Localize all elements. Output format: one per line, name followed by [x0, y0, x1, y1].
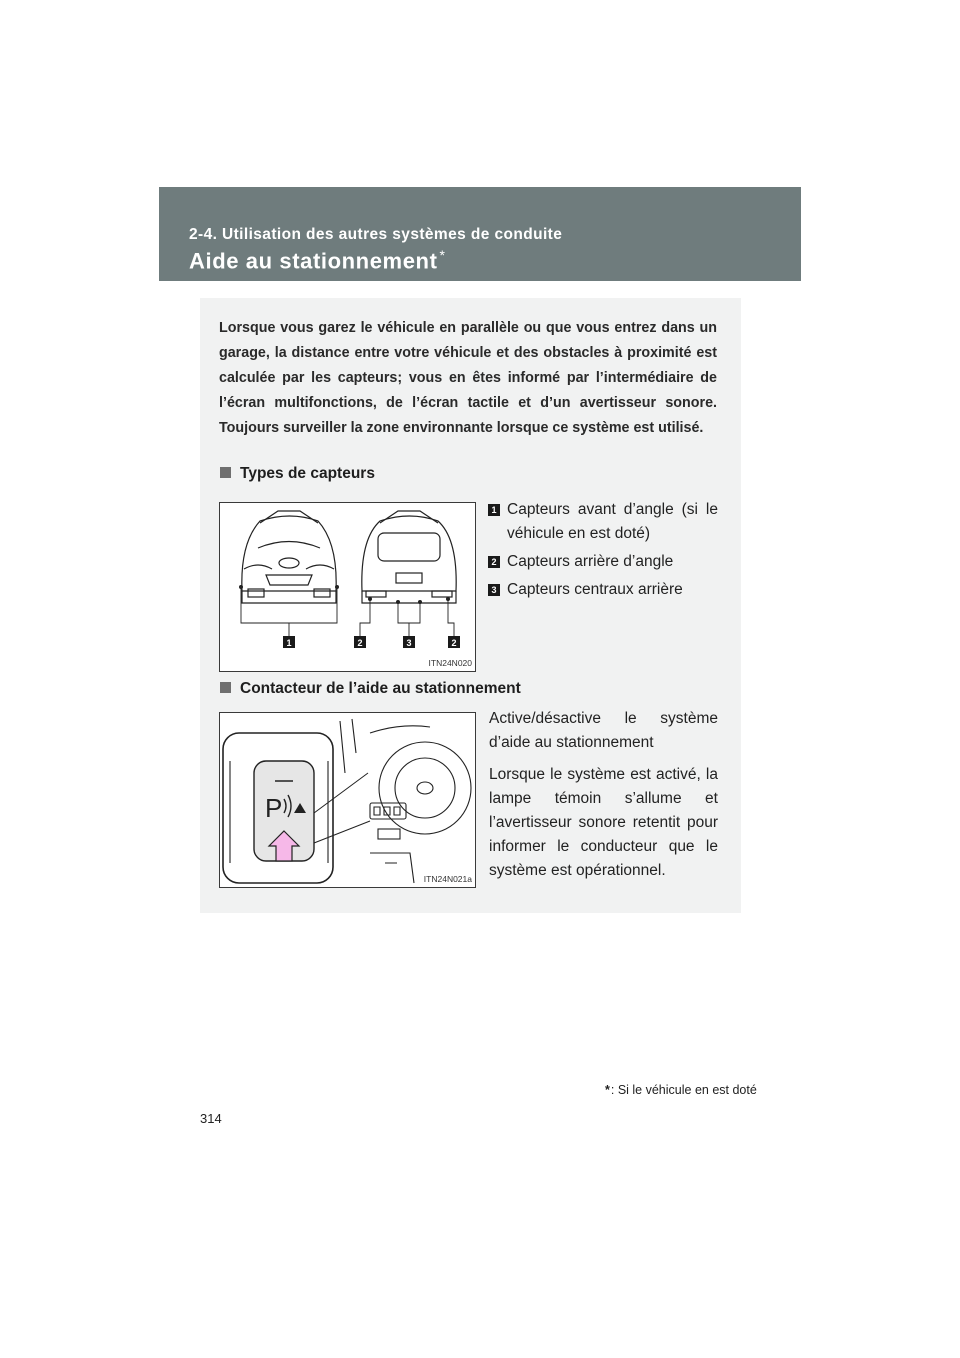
legend-item [488, 578, 718, 602]
car-front-rear-illustration [220, 503, 475, 671]
sensor-types-heading [220, 465, 375, 483]
sensor-diagram [219, 502, 476, 672]
figure-code: ITN24N020 [428, 658, 472, 668]
header-bar [159, 187, 801, 281]
page-title-text: Aide au stationnement [189, 248, 438, 274]
switch-heading-text: Contacteur de l’aide au stationnement [240, 680, 521, 697]
switch-diagram [219, 712, 476, 888]
legend-number-badge: 1 [488, 504, 500, 516]
figure-code: ITN24N021a [423, 874, 472, 884]
section-title: 2-4. Utilisation des autres systèmes de conduite [189, 226, 563, 243]
legend-item-label: Capteurs arrière d’angle [507, 553, 674, 570]
switch-heading [220, 680, 521, 698]
switch-description: Active/désactive le système d’aide au stationnement [489, 710, 718, 751]
sensor-legend [488, 498, 718, 602]
page-number: 314 [200, 1111, 222, 1126]
square-bullet-icon [220, 682, 231, 693]
footnote [605, 1083, 757, 1097]
callout-3: 3 [406, 638, 412, 648]
footnote-text: : Si le véhicule en est doté [610, 1083, 757, 1097]
callout-2-right: 2 [451, 638, 457, 648]
legend-item-label: Capteurs centraux arrière [507, 581, 683, 598]
asterisk-icon: * [605, 1083, 610, 1097]
square-bullet-icon [220, 467, 231, 478]
legend-item-label: Capteurs avant d’angle (si le véhicule en est doté) [507, 501, 718, 542]
page-title [189, 247, 446, 274]
callout-2-left: 2 [357, 638, 363, 648]
asterisk-icon: * [439, 247, 446, 263]
callout-1: 1 [286, 638, 292, 648]
legend-number-badge: 3 [488, 584, 500, 596]
intro-paragraph: Lorsque vous garez le véhicule en parallèle ou que vous entrez dans un garage, la distance entre votre véhicule et des obstacles à proximité est calculée par les capteurs; vous en êtes informé par l’intermédiaire de l’écran multifonctions, de l’écran tactile et d’un avertisseur sonore. Toujours surveiller la zone environnante lorsque ce système est utilisé. [219, 320, 717, 436]
switch-detail: Lorsque le système est activé, la lampe témoin s’allume et l’avertisseur sonore retentit pour informer le conducteur que le système est opérationnel. [489, 766, 718, 879]
parking-symbol: P [265, 793, 283, 823]
dashboard-switch-illustration [220, 713, 475, 887]
sensor-types-heading-text: Types de capteurs [240, 465, 375, 482]
content-box [200, 298, 741, 913]
legend-item [488, 550, 718, 574]
legend-number-badge: 2 [488, 556, 500, 568]
legend-item [488, 498, 718, 546]
